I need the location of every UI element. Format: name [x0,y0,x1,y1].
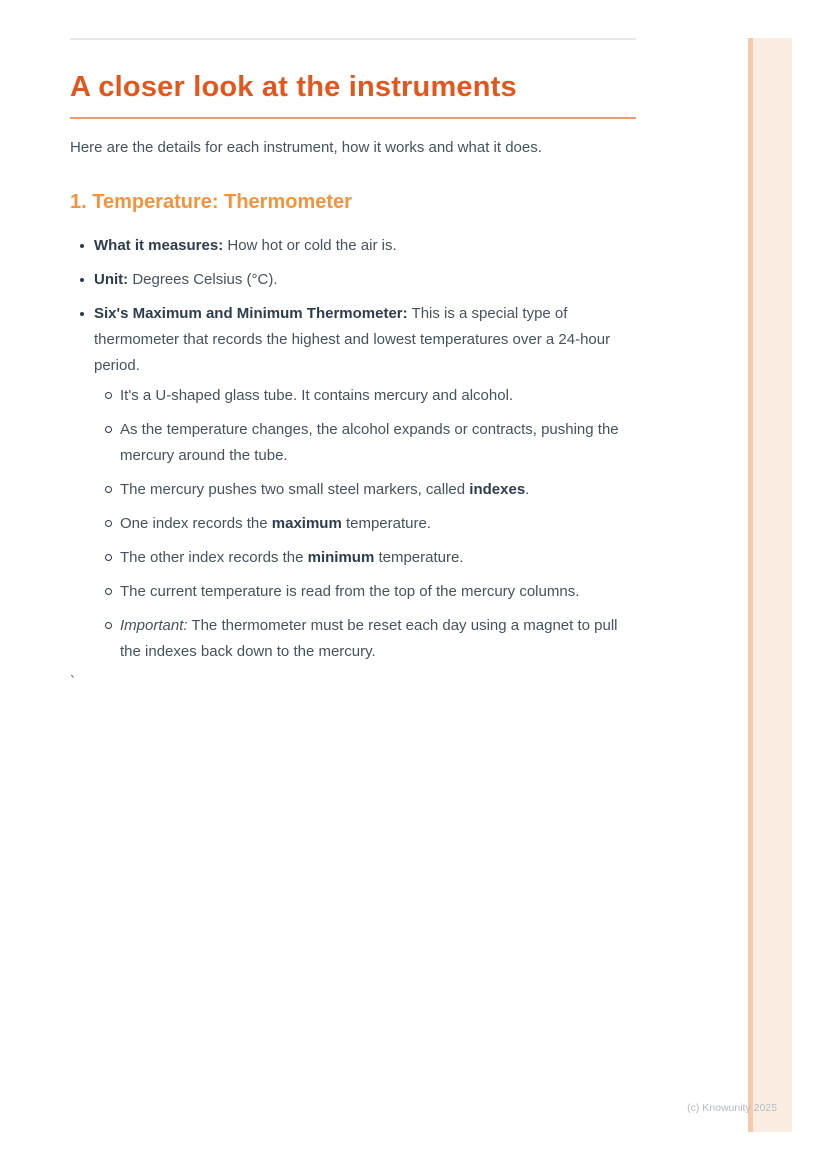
text-segment: The thermometer must be reset each day using a magnet to pull the indexes back down to the mercury. [120,617,618,660]
text-segment: The current temperature is read from the top of the mercury columns. [120,583,580,600]
sub-list-item [94,383,636,409]
page-edge-stripe [748,38,792,1132]
sub-list-item [94,417,636,469]
bullet-list [70,233,636,665]
text-segment: How hot or cold the air is. [223,237,397,254]
text-segment: The mercury pushes two small steel markers, called [120,481,470,498]
list-item [70,301,636,665]
text-segment: maximum [271,515,342,532]
stray-character: ` [70,673,75,690]
intro-paragraph: Here are the details for each instrument, how it works and what it does. [70,139,542,156]
bullet-circle-icon [105,486,112,493]
text-segment: This is a special type of thermometer that records the highest and lowest temperatures over a 24-hour period. [94,305,611,374]
text-segment: temperature. [374,549,464,566]
text-segment: indexes [469,481,526,498]
text-segment: The other index records the [120,549,308,566]
bullet-circle-icon [105,520,112,527]
bullet-circle-icon [105,588,112,595]
title-underline [70,117,636,119]
bullet-circle-icon [105,554,112,561]
bullet-circle-icon [105,426,112,433]
text-segment: As the temperature changes, the alcohol expands or contracts, pushing the mercury around the tube. [120,421,619,464]
text-segment: minimum [307,549,375,566]
section-heading-temperature: 1. Temperature: Thermometer [70,191,352,213]
text-segment: What it measures: [94,237,224,254]
sub-list-item [94,477,636,503]
bullet-dot-icon [80,312,84,316]
top-divider [70,38,636,40]
text-segment: Degrees Celsius (°C). [128,271,278,288]
text-segment: Important: [120,617,188,634]
bullet-dot-icon [80,244,84,248]
list-item [70,233,636,259]
text-segment: temperature. [341,515,432,532]
bullet-circle-icon [105,392,112,399]
text-segment: Six's Maximum and Minimum Thermometer: [94,305,408,322]
footer-credit: (c) Knowunity 2025 [687,1102,777,1114]
sub-list-item [94,545,636,571]
sub-list-item [94,613,636,665]
list-item [70,267,636,293]
sub-list-item [94,579,636,605]
text-segment: Unit: [94,271,129,288]
bullet-dot-icon [80,278,84,282]
content-column [70,0,636,691]
page-title: A closer look at the instruments [70,71,517,103]
sub-list [94,383,636,665]
text-segment: . [525,481,530,498]
sub-list-item [94,511,636,537]
bullet-circle-icon [105,622,112,629]
text-segment: It's a U-shaped glass tube. It contains mercury and alcohol. [120,387,514,404]
text-segment: One index records the [120,515,272,532]
